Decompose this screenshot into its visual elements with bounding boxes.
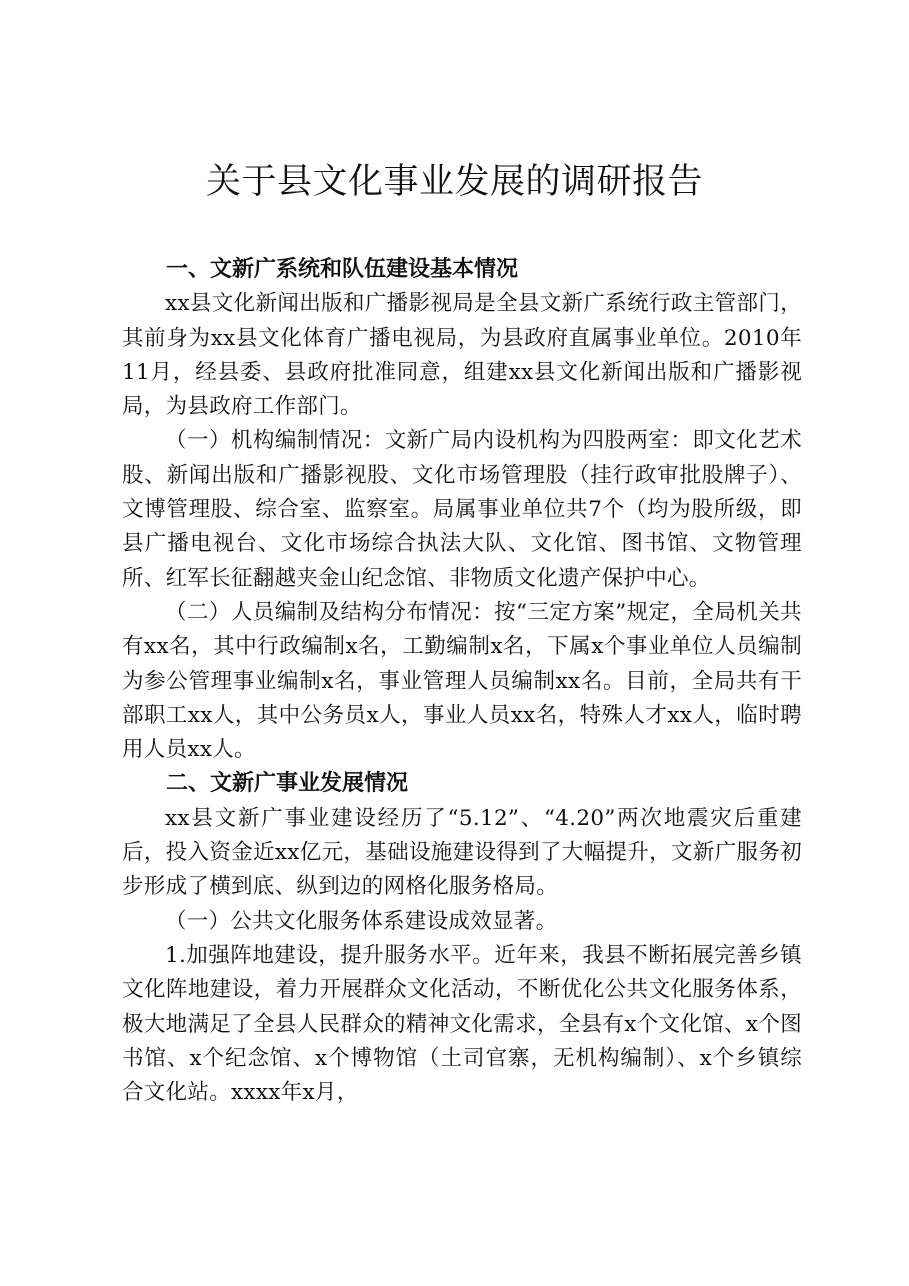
paragraph-subheading-public-service: （一）公共文化服务体系建设成效显著。 — [165, 908, 558, 934]
document-title: 关于县文化事业发展的调研报告 — [205, 162, 703, 202]
paragraph-facilities: 1.加强阵地建设，提升服务水平。近年来，我县不断拓展完善乡镇文化阵地建设，着力开展群众文化活动，不断优化公共文化服务体系，极大地满足了全县人民群众的精神文化需求，全县有x个文化馆、x个图书馆、x个纪念馆、x个博物馆（土司官寨，无机构编制）、x个乡镇综合文化站。xxxx年x月， — [122, 942, 802, 1106]
paragraph-overview: xx县文化新闻出版和广播影视局是全县文新广系统行政主管部门，其前身为xx县文化体育广播电视局，为县政府直属事业单位。2010年11月，经县委、县政府批准同意，组建xx县文化新闻出版和广播影视局，为县政府工作部门。 — [122, 291, 802, 420]
paragraph-staffing: （二）人员编制及结构分布情况：按“三定方案”规定，全局机关共有xx名，其中行政编制x名，工勤编制x名，下属x个事业单位人员编制为参公管理事业编制x名，事业管理人员编制xx名。目前，全局共有干部职工xx人，其中公务员x人，事业人员xx名，特殊人才xx人，临时聘用人员xx人。 — [122, 599, 802, 763]
section-heading-2: 二、文新广事业发展情况 — [166, 771, 409, 797]
paragraph-organization: （一）机构编制情况：文新广局内设机构为四股两室：即文化艺术股、新闻出版和广播影视股、文化市场管理股（挂行政审批股牌子）、文博管理股、综合室、监察室。局属事业单位共7个（均为股所级，即县广播电视台、文化市场综合执法大队、文化馆、图书馆、文物管理所、红军长征翻越夹金山纪念馆、非物质文化遗产保护中心。 — [122, 428, 802, 591]
section-heading-1: 一、文新广系统和队伍建设基本情况 — [166, 257, 519, 282]
paragraph-development: xx县文新广事业建设经历了“5.12”、“4.20”两次地震灾后重建后，投入资金近xx亿元，基础设施建设得到了大幅提升，文新广服务初步形成了横到底、纵到边的网格化服务格局。 — [122, 805, 802, 900]
document-body — [122, 253, 802, 1110]
